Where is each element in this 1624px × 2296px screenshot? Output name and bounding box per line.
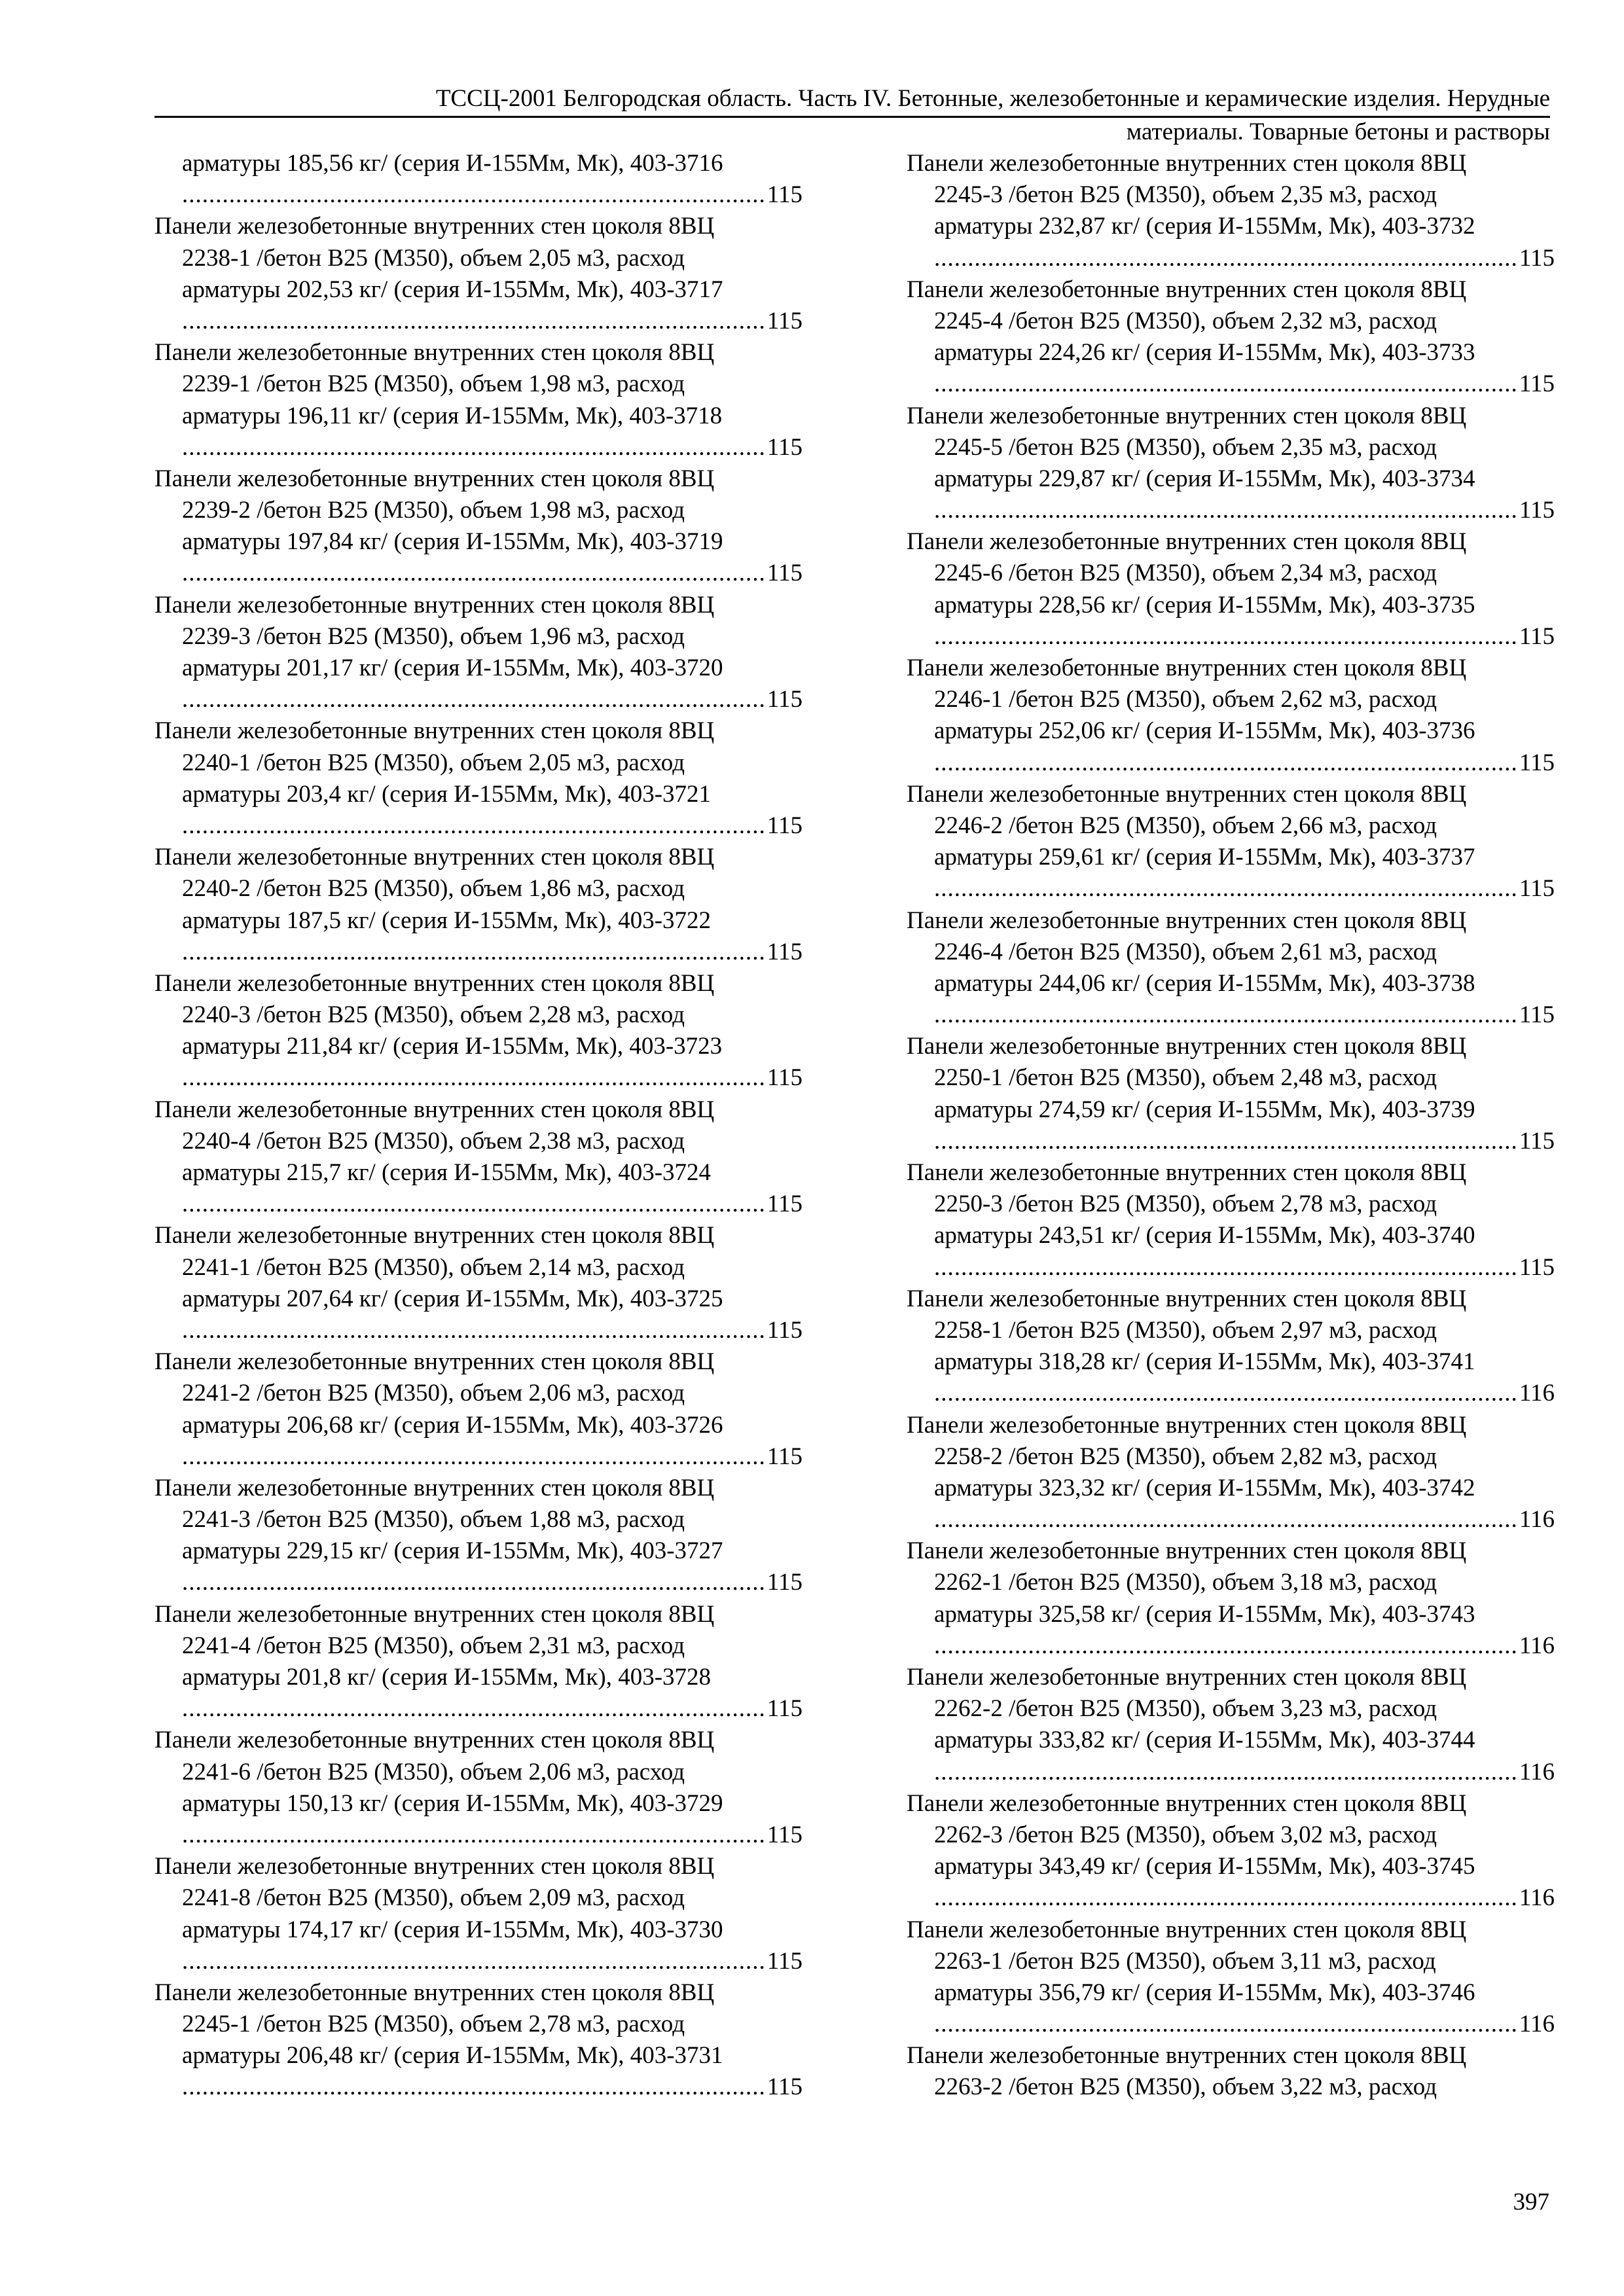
entry-text-line: 2241-4 /бетон В25 (М350), объем 2,31 м3, расход bbox=[182, 1632, 685, 1659]
leader-row bbox=[907, 1378, 1555, 1409]
entry-page-number: 115 bbox=[767, 2073, 803, 2101]
dot-leader bbox=[182, 810, 766, 842]
index-entry bbox=[154, 1473, 803, 1599]
entry-text-line: Панели железобетонные внутренних стен цоколя 8ВЦ bbox=[154, 1853, 715, 1880]
dot-leader bbox=[182, 306, 766, 337]
entry-page-number: 116 bbox=[1519, 1506, 1555, 1534]
entry-page-number: 115 bbox=[1519, 622, 1555, 650]
leader-row bbox=[154, 179, 803, 211]
leader-row bbox=[907, 1126, 1555, 1157]
entry-page-number: 115 bbox=[767, 1191, 803, 1218]
entry-page-number: 115 bbox=[767, 1947, 803, 1975]
entry-text-line: 2241-1 /бетон В25 (М350), объем 2,14 м3, расход bbox=[182, 1253, 685, 1281]
entry-text-line: 2240-3 /бетон В25 (М350), объем 2,28 м3, расход bbox=[182, 1001, 685, 1029]
index-entry bbox=[154, 1346, 803, 1473]
entry-text-line: арматуры 343,49 кг/ (серия И-155Мм, Мк), 403-3745 bbox=[934, 1853, 1475, 1880]
index-entry bbox=[154, 1977, 803, 2104]
entry-page-number: 115 bbox=[767, 686, 803, 713]
dot-leader bbox=[182, 1315, 766, 1346]
entry-text-line: Панели железобетонные внутренних стен цоколя 8ВЦ bbox=[154, 717, 715, 745]
entry-text-line: 2241-2 /бетон В25 (М350), объем 2,06 м3, расход bbox=[182, 1380, 685, 1407]
index-entry bbox=[154, 1599, 803, 1725]
entry-text-line: 2262-3 /бетон В25 (М350), объем 3,02 м3, расход bbox=[934, 1821, 1437, 1848]
entry-text-line: арматуры 224,26 кг/ (серия И-155Мм, Мк), 403-3733 bbox=[934, 339, 1475, 367]
entry-text-line: 2246-2 /бетон В25 (М350), объем 2,66 м3, расход bbox=[934, 812, 1437, 839]
leader-row bbox=[154, 810, 803, 842]
index-entry bbox=[907, 148, 1555, 274]
index-entry bbox=[907, 1535, 1555, 1662]
entry-page-number: 115 bbox=[1519, 875, 1555, 903]
entry-text-line: Панели железобетонные внутренних стен цоколя 8ВЦ bbox=[907, 276, 1467, 303]
entry-text-line: Панели железобетонные внутренних стен цоколя 8ВЦ bbox=[154, 969, 715, 997]
header-line-2: материалы. Товарные бетоны и растворы bbox=[1126, 118, 1550, 145]
dot-leader bbox=[182, 1062, 766, 1094]
entry-text-line: 2258-2 /бетон В25 (М350), объем 2,82 м3, расход bbox=[934, 1443, 1437, 1470]
index-entry bbox=[154, 1851, 803, 1977]
entry-text-line: 2240-4 /бетон В25 (М350), объем 2,38 м3, расход bbox=[182, 1127, 685, 1155]
entry-page-number: 115 bbox=[1519, 1001, 1555, 1029]
entry-text-line: арматуры 323,32 кг/ (серия И-155Мм, Мк), 403-3742 bbox=[934, 1474, 1475, 1501]
dot-leader bbox=[182, 937, 766, 968]
index-entry bbox=[154, 1725, 803, 1851]
entry-text-line: арматуры 333,82 кг/ (серия И-155Мм, Мк), 403-3744 bbox=[934, 1727, 1475, 1754]
entry-page-number: 115 bbox=[767, 560, 803, 587]
entry-text-line: арматуры 207,64 кг/ (серия И-155Мм, Мк), 403-3725 bbox=[182, 1285, 723, 1312]
entry-page-number: 115 bbox=[1519, 244, 1555, 272]
leader-row bbox=[907, 1252, 1555, 1283]
index-entry bbox=[154, 211, 803, 337]
entry-page-number: 115 bbox=[767, 1316, 803, 1344]
entry-text-line: Панели железобетонные внутренних стен цоколя 8ВЦ bbox=[907, 150, 1467, 177]
entry-text-line: Панели железобетонные внутренних стен цоколя 8ВЦ bbox=[154, 844, 715, 871]
entry-text-line: 2239-3 /бетон В25 (М350), объем 1,96 м3, расход bbox=[182, 622, 685, 650]
entry-text-line: 2240-2 /бетон В25 (М350), объем 1,86 м3, расход bbox=[182, 875, 685, 903]
entry-text-line: 2241-3 /бетон В25 (М350), объем 1,88 м3, расход bbox=[182, 1506, 685, 1534]
entry-text-line: арматуры 185,56 кг/ (серия И-155Мм, Мк), 403-3716 bbox=[182, 150, 723, 177]
leader-row bbox=[154, 558, 803, 589]
leader-row bbox=[154, 684, 803, 715]
entry-text-line: арматуры 201,17 кг/ (серия И-155Мм, Мк), 403-3720 bbox=[182, 655, 723, 681]
leader-row bbox=[154, 1820, 803, 1851]
index-entry bbox=[154, 337, 803, 463]
index-entry bbox=[154, 148, 803, 211]
leader-row bbox=[154, 1189, 803, 1220]
index-entry bbox=[154, 842, 803, 968]
dot-leader bbox=[934, 243, 1518, 274]
entry-page-number: 115 bbox=[1519, 370, 1555, 398]
entry-text-line: Панели железобетонные внутренних стен цоколя 8ВЦ bbox=[907, 1285, 1467, 1312]
entry-text-line: 2245-4 /бетон В25 (М350), объем 2,32 м3, расход bbox=[934, 307, 1437, 334]
leader-row bbox=[154, 2072, 803, 2103]
index-entry bbox=[907, 653, 1555, 779]
index-entry bbox=[907, 1410, 1555, 1536]
entry-text-line: арматуры 318,28 кг/ (серия И-155Мм, Мк), 403-3741 bbox=[934, 1348, 1475, 1376]
entry-text-line: Панели железобетонные внутренних стен цоколя 8ВЦ bbox=[154, 339, 715, 367]
entry-text-line: 2245-1 /бетон В25 (М350), объем 2,78 м3, расход bbox=[182, 2011, 685, 2038]
entry-text-line: 2258-1 /бетон В25 (М350), объем 2,97 м3, расход bbox=[934, 1316, 1437, 1344]
header-rule bbox=[154, 116, 1550, 118]
entry-page-number: 115 bbox=[767, 433, 803, 461]
index-entry bbox=[907, 779, 1555, 905]
index-entry bbox=[907, 1157, 1555, 1283]
index-entry bbox=[907, 1662, 1555, 1788]
dot-leader bbox=[182, 1189, 766, 1220]
leader-row bbox=[907, 1630, 1555, 1662]
entry-text-line: арматуры 243,51 кг/ (серия И-155Мм, Мк), 403-3740 bbox=[934, 1222, 1475, 1249]
index-entry bbox=[154, 1094, 803, 1221]
index-entry bbox=[907, 1788, 1555, 1914]
index-entry bbox=[907, 1031, 1555, 1157]
entry-page-number: 116 bbox=[1519, 1380, 1555, 1407]
entry-text-line: арматуры 174,17 кг/ (серия И-155Мм, Мк), 403-3730 bbox=[182, 1916, 723, 1943]
entry-text-line: Панели железобетонные внутренних стен цоколя 8ВЦ bbox=[907, 1033, 1467, 1060]
entry-text-line: арматуры 274,59 кг/ (серия И-155Мм, Мк), 403-3739 bbox=[934, 1096, 1475, 1123]
entry-text-line: арматуры 150,13 кг/ (серия И-155Мм, Мк), 403-3729 bbox=[182, 1789, 723, 1817]
entry-page-number: 115 bbox=[767, 1569, 803, 1596]
entry-text-line: Панели железобетонные внутренних стен цоколя 8ВЦ bbox=[907, 780, 1467, 808]
entry-page-number: 115 bbox=[767, 1821, 803, 1848]
leader-row bbox=[907, 1757, 1555, 1788]
entry-text-line: 2250-3 /бетон В25 (М350), объем 2,78 м3, расход bbox=[934, 1191, 1437, 1218]
dot-leader bbox=[182, 684, 766, 715]
entry-text-line: Панели железобетонные внутренних стен цоколя 8ВЦ bbox=[907, 655, 1467, 681]
leader-row bbox=[154, 937, 803, 968]
index-entry bbox=[154, 463, 803, 590]
index-column-left bbox=[154, 148, 803, 2104]
entry-text-line: Панели железобетонные внутренних стен цоколя 8ВЦ bbox=[154, 465, 715, 492]
entry-page-number: 116 bbox=[1519, 1758, 1555, 1785]
index-entry bbox=[154, 968, 803, 1094]
entry-text-line: Панели железобетонные внутренних стен цоколя 8ВЦ bbox=[907, 906, 1467, 934]
dot-leader bbox=[934, 1252, 1518, 1283]
entry-text-line: Панели железобетонные внутренних стен цоколя 8ВЦ bbox=[154, 591, 715, 619]
entry-page-number: 115 bbox=[767, 1064, 803, 1092]
entry-text-line: Панели железобетонные внутренних стен цоколя 8ВЦ bbox=[154, 1600, 715, 1628]
entry-text-line: 2250-1 /бетон В25 (М350), объем 2,48 м3, расход bbox=[934, 1064, 1437, 1092]
dot-leader bbox=[934, 1126, 1518, 1157]
entry-text-line: 2246-1 /бетон В25 (М350), объем 2,62 м3, расход bbox=[934, 686, 1437, 713]
index-entry bbox=[907, 526, 1555, 653]
index-entry bbox=[907, 2040, 1555, 2103]
entry-text-line: Панели железобетонные внутренних стен цоколя 8ВЦ bbox=[907, 1411, 1467, 1439]
entry-text-line: арматуры 229,87 кг/ (серия И-155Мм, Мк), 403-3734 bbox=[934, 465, 1475, 492]
entry-text-line: арматуры 206,68 кг/ (серия И-155Мм, Мк), 403-3726 bbox=[182, 1411, 723, 1439]
entry-text-line: Панели железобетонные внутренних стен цоколя 8ВЦ bbox=[154, 1096, 715, 1123]
entry-page-number: 115 bbox=[767, 938, 803, 965]
dot-leader bbox=[182, 558, 766, 589]
leader-row bbox=[154, 1693, 803, 1725]
index-entry bbox=[907, 1914, 1555, 2041]
dot-leader bbox=[934, 873, 1518, 905]
entry-text-line: Панели железобетонные внутренних стен цоколя 8ВЦ bbox=[907, 1159, 1467, 1186]
entry-page-number: 115 bbox=[767, 812, 803, 839]
entry-text-line: арматуры 203,4 кг/ (серия И-155Мм, Мк), 403-3721 bbox=[182, 780, 712, 808]
entry-page-number: 115 bbox=[767, 307, 803, 334]
dot-leader bbox=[934, 1378, 1518, 1409]
leader-row bbox=[154, 1567, 803, 1598]
entry-text-line: 2245-6 /бетон В25 (М350), объем 2,34 м3, расход bbox=[934, 560, 1437, 587]
leader-row bbox=[907, 1504, 1555, 1535]
entry-text-line: 2238-1 /бетон В25 (М350), объем 2,05 м3, расход bbox=[182, 244, 685, 272]
entry-text-line: арматуры 325,58 кг/ (серия И-155Мм, Мк), 403-3743 bbox=[934, 1600, 1475, 1628]
dot-leader bbox=[934, 621, 1518, 653]
entry-text-line: Панели железобетонные внутренних стен цоколя 8ВЦ bbox=[154, 213, 715, 240]
index-entry bbox=[907, 274, 1555, 401]
dot-leader bbox=[934, 999, 1518, 1031]
entry-text-line: 2239-2 /бетон В25 (М350), объем 1,98 м3, расход bbox=[182, 497, 685, 524]
leader-row bbox=[907, 2009, 1555, 2040]
entry-text-line: Панели железобетонные внутренних стен цоколя 8ВЦ bbox=[907, 1537, 1467, 1565]
entry-text-line: 2245-3 /бетон В25 (М350), объем 2,35 м3, расход bbox=[934, 181, 1437, 209]
entry-text-line: арматуры 232,87 кг/ (серия И-155Мм, Мк), 403-3732 bbox=[934, 213, 1475, 240]
leader-row bbox=[907, 747, 1555, 779]
entry-text-line: Панели железобетонные внутренних стен цоколя 8ВЦ bbox=[907, 402, 1467, 429]
entry-text-line: Панели железобетонные внутренних стен цоколя 8ВЦ bbox=[154, 1727, 715, 1754]
entry-text-line: 2263-1 /бетон В25 (М350), объем 3,11 м3, расход bbox=[934, 1947, 1436, 1975]
entry-page-number: 115 bbox=[1519, 749, 1555, 776]
entry-text-line: арматуры 201,8 кг/ (серия И-155Мм, Мк), 403-3728 bbox=[182, 1664, 712, 1691]
entry-text-line: 2241-8 /бетон В25 (М350), объем 2,09 м3, расход bbox=[182, 1884, 685, 1912]
entry-text-line: арматуры 229,15 кг/ (серия И-155Мм, Мк), 403-3727 bbox=[182, 1537, 723, 1565]
leader-row bbox=[907, 999, 1555, 1031]
leader-row bbox=[154, 1315, 803, 1346]
leader-row bbox=[154, 1062, 803, 1094]
entry-text-line: Панели железобетонные внутренних стен цоколя 8ВЦ bbox=[154, 1979, 715, 2006]
dot-leader bbox=[934, 1882, 1518, 1914]
entry-text-line: Панели железобетонные внутренних стен цоколя 8ВЦ bbox=[907, 2042, 1467, 2070]
entry-text-line: 2263-2 /бетон В25 (М350), объем 3,22 м3, расход bbox=[934, 2073, 1437, 2101]
entry-text-line: 2239-1 /бетон В25 (М350), объем 1,98 м3, расход bbox=[182, 370, 685, 398]
dot-leader bbox=[934, 1504, 1518, 1535]
index-entry bbox=[907, 905, 1555, 1031]
entry-text-line: арматуры 228,56 кг/ (серия И-155Мм, Мк), 403-3735 bbox=[934, 591, 1475, 619]
entry-text-line: арматуры 244,06 кг/ (серия И-155Мм, Мк), 403-3738 bbox=[934, 969, 1475, 997]
entry-text-line: 2240-1 /бетон В25 (М350), объем 2,05 м3, расход bbox=[182, 749, 685, 776]
leader-row bbox=[907, 621, 1555, 653]
entry-text-line: арматуры 259,61 кг/ (серия И-155Мм, Мк), 403-3737 bbox=[934, 844, 1475, 871]
entry-text-line: Панели железобетонные внутренних стен цоколя 8ВЦ bbox=[907, 528, 1467, 556]
index-entry bbox=[907, 401, 1555, 527]
entry-page-number: 115 bbox=[1519, 1253, 1555, 1281]
dot-leader bbox=[182, 179, 766, 211]
dot-leader bbox=[182, 1820, 766, 1851]
entry-page-number: 115 bbox=[1519, 497, 1555, 524]
leader-row bbox=[907, 495, 1555, 526]
entry-text-line: Панели железобетонные внутренних стен цоколя 8ВЦ bbox=[154, 1222, 715, 1249]
entry-text-line: арматуры 206,48 кг/ (серия И-155Мм, Мк), 403-3731 bbox=[182, 2042, 723, 2070]
dot-leader bbox=[182, 1946, 766, 1977]
leader-row bbox=[154, 432, 803, 463]
entry-text-line: арматуры 197,84 кг/ (серия И-155Мм, Мк), 403-3719 bbox=[182, 528, 723, 556]
entry-text-line: арматуры 215,7 кг/ (серия И-155Мм, Мк), 403-3724 bbox=[182, 1159, 712, 1186]
entry-page-number: 115 bbox=[767, 181, 803, 209]
leader-row bbox=[154, 306, 803, 337]
dot-leader bbox=[934, 495, 1518, 526]
leader-row bbox=[907, 873, 1555, 905]
entry-text-line: арматуры 211,84 кг/ (серия И-155Мм, Мк), 403-3723 bbox=[182, 1033, 723, 1060]
entry-text-line: 2245-5 /бетон В25 (М350), объем 2,35 м3, расход bbox=[934, 433, 1437, 461]
leader-row bbox=[907, 1882, 1555, 1914]
entry-text-line: Панели железобетонные внутренних стен цоколя 8ВЦ bbox=[907, 1789, 1467, 1817]
entry-page-number: 115 bbox=[767, 1695, 803, 1723]
dot-leader bbox=[182, 1693, 766, 1725]
entry-text-line: Панели железобетонные внутренних стен цоколя 8ВЦ bbox=[154, 1348, 715, 1376]
entry-page-number: 116 bbox=[1519, 1884, 1555, 1912]
index-entry bbox=[154, 590, 803, 716]
leader-row bbox=[154, 1946, 803, 1977]
entry-text-line: арматуры 187,5 кг/ (серия И-155Мм, Мк), 403-3722 bbox=[182, 906, 712, 934]
index-column-right bbox=[907, 148, 1555, 2104]
entry-text-line: Панели железобетонные внутренних стен цоколя 8ВЦ bbox=[154, 1474, 715, 1501]
page-number: 397 bbox=[1513, 2189, 1549, 2215]
dot-leader bbox=[934, 1757, 1518, 1788]
entry-text-line: арматуры 202,53 кг/ (серия И-155Мм, Мк), 403-3717 bbox=[182, 276, 723, 303]
index-entry bbox=[154, 715, 803, 842]
entry-page-number: 116 bbox=[1519, 1632, 1555, 1659]
header-line-1: ТССЦ-2001 Белгородская область. Часть IV. Бетонные, железобетонные и керамические изделия. Нерудные bbox=[435, 85, 1550, 112]
entry-text-line: 2262-1 /бетон В25 (М350), объем 3,18 м3, расход bbox=[934, 1569, 1437, 1596]
dot-leader bbox=[934, 747, 1518, 779]
leader-row bbox=[154, 1441, 803, 1473]
index-entry bbox=[907, 1283, 1555, 1410]
index-entry bbox=[154, 1220, 803, 1346]
dot-leader bbox=[934, 2009, 1518, 2040]
dot-leader bbox=[182, 2072, 766, 2103]
entry-page-number: 116 bbox=[1519, 2011, 1555, 2038]
entry-text-line: Панели железобетонные внутренних стен цоколя 8ВЦ bbox=[907, 1916, 1467, 1943]
dot-leader bbox=[182, 1441, 766, 1473]
entry-text-line: арматуры 196,11 кг/ (серия И-155Мм, Мк), 403-3718 bbox=[182, 402, 723, 429]
entry-text-line: арматуры 356,79 кг/ (серия И-155Мм, Мк), 403-3746 bbox=[934, 1979, 1475, 2006]
entry-text-line: 2246-4 /бетон В25 (М350), объем 2,61 м3, расход bbox=[934, 938, 1437, 965]
dot-leader bbox=[934, 1630, 1518, 1662]
entry-page-number: 115 bbox=[767, 1443, 803, 1470]
entry-text-line: 2241-6 /бетон В25 (М350), объем 2,06 м3, расход bbox=[182, 1758, 685, 1785]
leader-row bbox=[907, 368, 1555, 400]
entry-page-number: 115 bbox=[1519, 1127, 1555, 1155]
entry-text-line: арматуры 252,06 кг/ (серия И-155Мм, Мк), 403-3736 bbox=[934, 717, 1475, 745]
entry-text-line: Панели железобетонные внутренних стен цоколя 8ВЦ bbox=[907, 1664, 1467, 1691]
dot-leader bbox=[182, 432, 766, 463]
entry-text-line: 2262-2 /бетон В25 (М350), объем 3,23 м3, расход bbox=[934, 1695, 1437, 1723]
dot-leader bbox=[934, 368, 1518, 400]
leader-row bbox=[907, 243, 1555, 274]
dot-leader bbox=[182, 1567, 766, 1598]
